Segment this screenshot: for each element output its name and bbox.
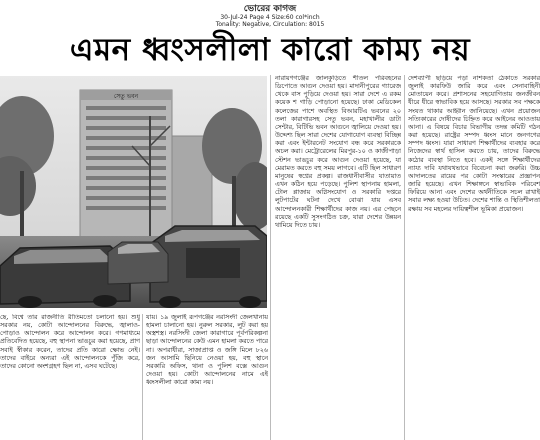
- article-column-2: [146, 314, 268, 440]
- clipping-meta-date: 30-Jul-24 Page 4 Size:60 col*inch: [220, 14, 320, 21]
- article-headline: এমন ধ্বংসলীলা কারো কাম্য নয়: [69, 32, 471, 68]
- article-column-3: [275, 75, 401, 440]
- column-rule: [270, 75, 271, 440]
- photo-burned-vehicles-scene: [0, 76, 267, 308]
- masthead: [0, 4, 540, 28]
- article-column-1: [0, 314, 140, 440]
- column-text: নারায়ণগঞ্জের জালকুড়িতে শীতল পরিবহনের ডিপোতে আগুন দেওয়া হয়। মাদানীপুরের গ্যারেজ থেকে বাস পুড়িয়ে দেওয়া হয়। সারা দেশে এ রকম কয়েক শ গাড়ি পোড়ানো হয়েছে। ঢাকা মেডিকেল কলেজের পাশে অবস্থিত বিআরটিএ ভবনের ২০ তলা কারাগারসহ সেতু ভবন, মহাখালীর ডাটা সেন্টার, বিটিভি ভবন আগুনে জ্বালিয়ে দেওয়া হয়। উদ্দেশ্য ছিল সারা দেশের যোগাযোগ ব্যবস্থা বিচ্ছিন্ন করা এবং ইন্টারনেট সংযোগ বন্ধ করে সরকারকে অচল করা। মেট্রোরেলের মিরপুর-১০ ও কাজীপাড়া স্টেশন ভাঙচুর করে আগুন দেওয়া হয়েছে, যা মেরামত করতে বহু সময় লাগবে। এটি ছিল সাধারণ মানুষের স্বপ্নের প্রকল্প। রাজধানীবাসীর যাতায়াত এখন কঠিন হয়ে পড়েছে। পুলিশ স্থাপনায় হামলা, টোল প্লাজায় অগ্নিসংযোগ ও সরকারি দপ্তরে লুটপাটের ঘটনা দেখে বোঝা যায় এসব আন্দোলনকারী শিক্ষার্থীদের কাজ নয়। এর পেছনে রয়েছে একটি সুসংগঠিত চক্র, যারা দেশের উন্নয়ন থামিয়ে দিতে চায়।: [275, 75, 401, 229]
- column-rule: [142, 314, 143, 440]
- newspaper-name: ভোরের কাগজ: [243, 4, 297, 14]
- building-sign-text: সেতু ভবন: [113, 93, 139, 100]
- column-text: ছে, বিশ্বে তার রাজনীতি রীতিমতো চলানো হয়। শুধু সরকার নয়, কোটা আন্দোলনের বিরুদ্ধে, জ্বালাও-পোড়াও আন্দোলন করে আন্দোলন করে। গণমাধ্যমে প্রতিবেদিত হয়েছে, বহু স্থাপনা ভাঙচুর করা হয়েছে, প্রাণ সবাই স্বীকার করেন, তাদের প্রতি কারো ক্ষোভ নেই। তাদের বাইরে অন্যরা এই আন্দোলনকে পুঁজি করে, তাদের কোনো অংশগ্রহণ ছিল না, এসব ঘটেছে।: [0, 314, 140, 370]
- column-text: দেশব্যাপী ছড়িয়ে পড়া নাশকতা ঠেকাতে সরকার জুলাই কারফিউ জারি করে এবং সেনাবাহিনী মোতায়েন করে। প্রশাসনের সহযোগিতায় জনজীবন ধীরে ধীরে স্বাভাবিক হয়ে আসছে। সরকার সব পক্ষকে সংযত থাকার আহ্বান জানিয়েছে। এখন প্রয়োজন সত্যিকারের দোষীদের চিহ্নিত করে আইনের আওতায় আনা। এ বিষয়ে বিচার বিভাগীয় তদন্ত কমিটি গঠন করা হয়েছে। রাষ্ট্রের সম্পদ ধ্বংস মানে জনগণের সম্পদ ধ্বংস। যারা সাধারণ শিক্ষার্থীদের ব্যবহার করে নিজেদের স্বার্থ হাসিল করতে চায়, তাদের বিরুদ্ধে কঠোর ব্যবস্থা নিতে হবে। একই সঙ্গে শিক্ষার্থীদের ন্যায্য দাবি যথাযথভাবে বিবেচনা করা জরুরি। উচ্চ আদালতের রায়ের পর কোটা সংস্কারের প্রজ্ঞাপন জারি হয়েছে। এখন শিক্ষাঙ্গনে স্বাভাবিক পরিবেশ ফিরিয়ে আনা এবং দেশের অর্থনীতিকে সচল রাখাই সবার লক্ষ্য হওয়া উচিত। দেশের শান্তি ও স্থিতিশীলতা রক্ষায় সব মহলের দায়িত্বশীল ভূমিকা প্রয়োজন।: [408, 75, 540, 213]
- column-text: যায়। ১৯ জুলাই রূপগঞ্জের নরসিংদী জেলখানায় হামলা চালানো হয়। নুরুল সরকার, লুট করা হয় অস্ত্রশস্ত্র। নরসিংদী জেলা কারাগারে পূর্বপরিকল্পনা ছাড়া আন্দোলনের কেউ এমন হামলা করতে পারে না। অপরাধীরা, সাজাপ্রাপ্ত ও জঙ্গি মিলে ৮২৬ জন আসামি ছিনিয়ে নেওয়া হয়, বহু স্থানে সরকারি অফিস, থানা ও পুলিশ বক্সে আগুন দেওয়া হয়। কোটা আন্দোলনের নামে এই ধ্বংসলীলা কারো কাম্য নয়।: [146, 314, 268, 387]
- burned-vehicle-middle: [108, 242, 168, 284]
- column-rule: [404, 75, 405, 440]
- clipping-meta-circulation: Tonality: Negative, Circulation: 8015: [215, 21, 325, 28]
- article-photo: [0, 76, 267, 308]
- article-column-4: [408, 75, 540, 440]
